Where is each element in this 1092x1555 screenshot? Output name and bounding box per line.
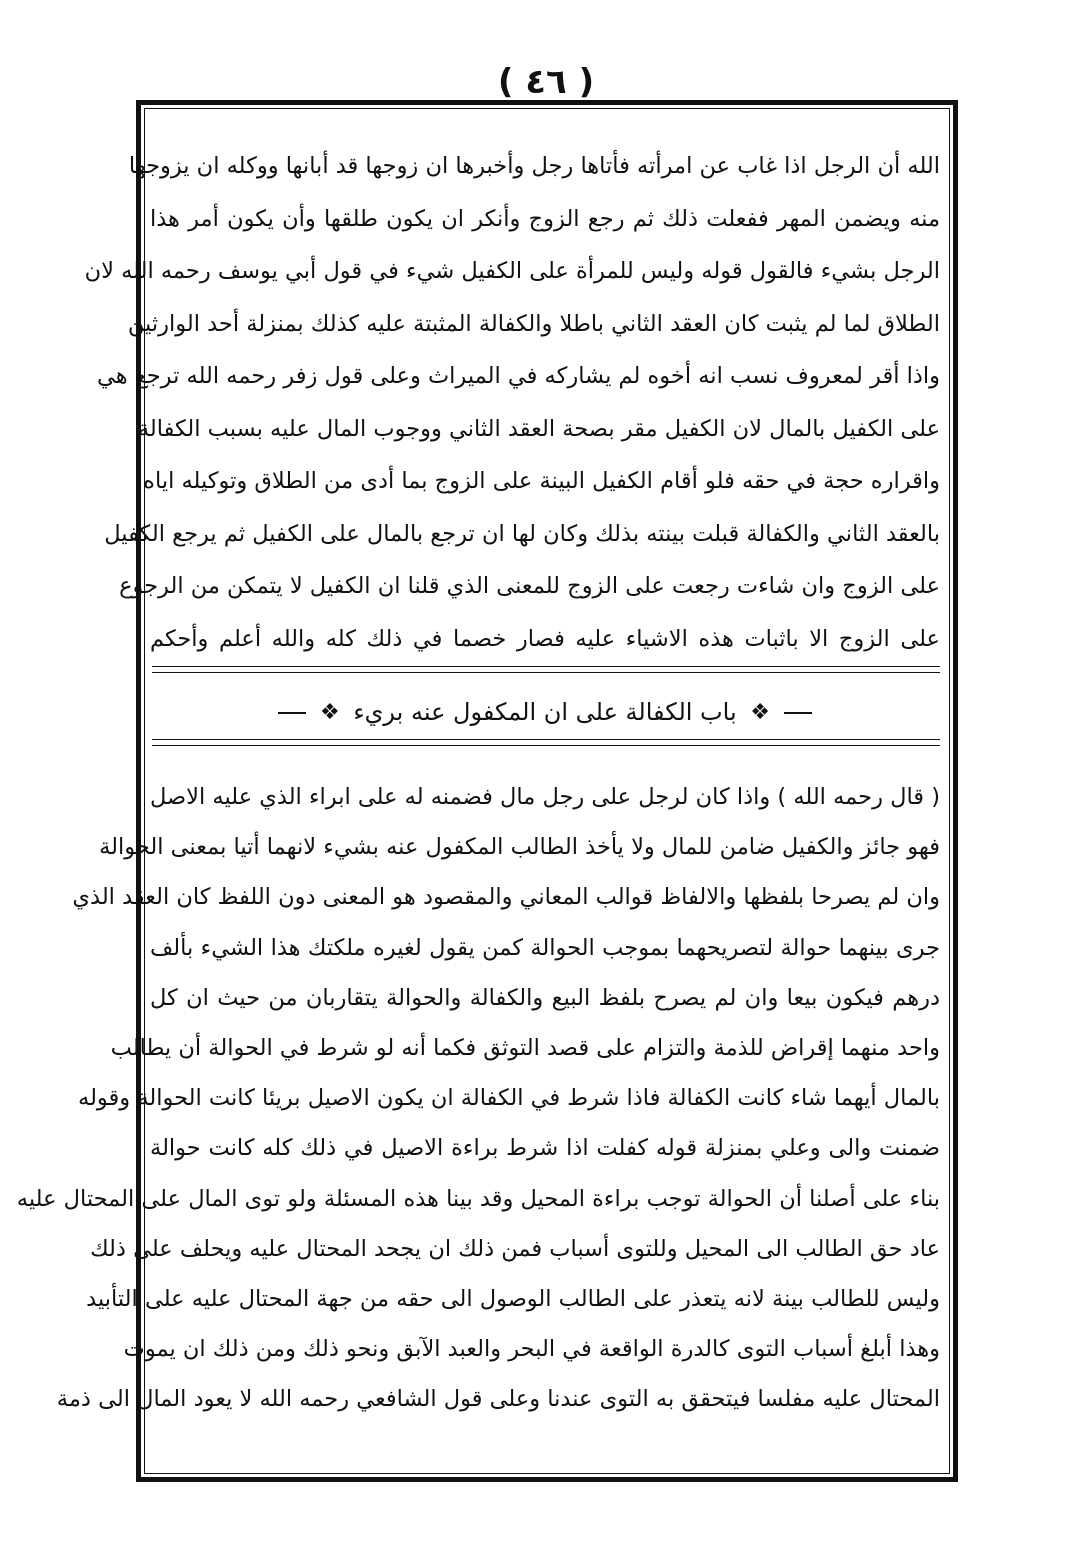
divider-rule — [152, 739, 940, 740]
text-line: جرى بينهما حوالة لتصريحهما بموجب الحوالة كمن يقول لغيره ملكتك هذا الشيء بألف — [150, 934, 940, 961]
text-line: وهذا أبلغ أسباب التوى كالدرة الواقعة في البحر والعبد الآبق ونحو ذلك ومن ذلك ان يموت — [123, 1336, 940, 1363]
chapter-title: باب الكفالة على ان المكفول عنه بريء — [353, 698, 737, 726]
page-number: ( ٤٦ ) — [497, 62, 595, 102]
text-line: بالعقد الثاني والكفالة قبلت بينته بذلك وكان لها ان ترجع بالمال على الكفيل ثم يرجع الكفيل — [104, 520, 940, 547]
top-text-section — [84, 140, 940, 665]
text-line: على الزوج الا باثبات هذه الاشياء عليه فصار خصما في ذلك كله والله أعلم وأحكم — [150, 625, 940, 652]
ornament-icon: ❖ — [319, 700, 340, 725]
text-line: واقراره حجة في حقه فلو أقام الكفيل البينة على الزوج بما أدى من الطلاق وتوكيله اياه — [143, 468, 940, 494]
bottom-text-section — [16, 772, 940, 1424]
text-line: على الكفيل بالمال لان الكفيل مقر بصحة العقد الثاني ووجوب المال عليه بسبب الكفالة — [137, 415, 940, 442]
text-line: وان لم يصرحا بلفظها والالفاظ قوالب المعاني والمقصود هو المعنى دون اللفظ كان العقد الذي — [72, 884, 940, 911]
divider-rule — [152, 666, 940, 667]
text-line: وليس للطالب بينة لانه يتعذر على الطالب الوصول الى حقه من جهة المحتال عليه على التأبيد — [86, 1285, 940, 1312]
text-line: الله أن الرجل اذا غاب عن امرأته فأتاها رجل وأخبرها ان زوجها قد أبانها ووكله ان يزوجها — [128, 153, 940, 179]
text-line: منه ويضمن المهر ففعلت ذلك ثم رجع الزوج وأنكر ان يكون طلقها وأن يكون أمر هذا — [150, 205, 940, 232]
heading-dash-right — [784, 712, 812, 714]
text-line: درهم فيكون بيعا وان لم يصرح بلفظ البيع والكفالة والحوالة يتقاربان من حيث ان كل — [150, 984, 940, 1011]
text-line: واذا أقر لمعروف نسب انه أخوه لم يشاركه في الميراث وعلى قول زفر رحمه الله ترجع هي — [97, 363, 940, 389]
text-line: عاد حق الطالب الى المحيل وللتوى أسباب فمن ذلك ان يجحد المحتال عليه ويحلف على ذلك — [90, 1235, 940, 1262]
text-line: الطلاق لما لم يثبت كان العقد الثاني باطلا والكفالة المثبتة عليه كذلك بمنزلة أحد الوارثين — [127, 310, 940, 337]
ornament-icon: ❖ — [750, 700, 771, 725]
chapter-heading — [150, 690, 940, 734]
text-line: الرجل بشيء فالقول قوله وليس للمرأة على الكفيل شيء في قول أبي يوسف رحمه الله لان — [84, 258, 940, 284]
text-line: واحد منهما إقراض للذمة والتزام على قصد التوثق فكما أنه لو شرط في الحوالة أن يطالب — [110, 1034, 940, 1061]
divider-rule — [152, 745, 940, 746]
text-line: بالمال أيهما شاء كانت الكفالة فاذا شرط في الكفالة ان يكون الاصيل بريئا كانت الحوالة وقوله — [78, 1085, 940, 1112]
text-line: ضمنت والى وعلي بمنزلة قوله كفلت اذا شرط براءة الاصيل في ذلك كله كانت حوالة — [150, 1135, 940, 1162]
text-line: المحتال عليه مفلسا فيتحقق به التوى عندنا وعلى قول الشافعي رحمه الله لا يعود المال الى ذمة — [56, 1386, 940, 1413]
divider-rule — [152, 672, 940, 673]
text-line: بناء على أصلنا أن الحوالة توجب براءة المحيل وقد بينا هذه المسئلة ولو توى المال على المحتال عليه — [16, 1185, 940, 1212]
heading-dash-left — [278, 712, 306, 714]
text-line: على الزوج وان شاءت رجعت على الزوج للمعنى الذي قلنا ان الكفيل لا يتمكن من الرجوع — [119, 573, 940, 599]
text-line: ( قال رحمه الله ) واذا كان لرجل على رجل مال فضمنه له على ابراء الذي عليه الاصل — [150, 784, 940, 810]
text-line: فهو جائز والكفيل ضامن للمال ولا يأخذ الطالب المكفول عنه بشيء لانهما أتيا بمعنى الحوالة — [99, 834, 940, 861]
